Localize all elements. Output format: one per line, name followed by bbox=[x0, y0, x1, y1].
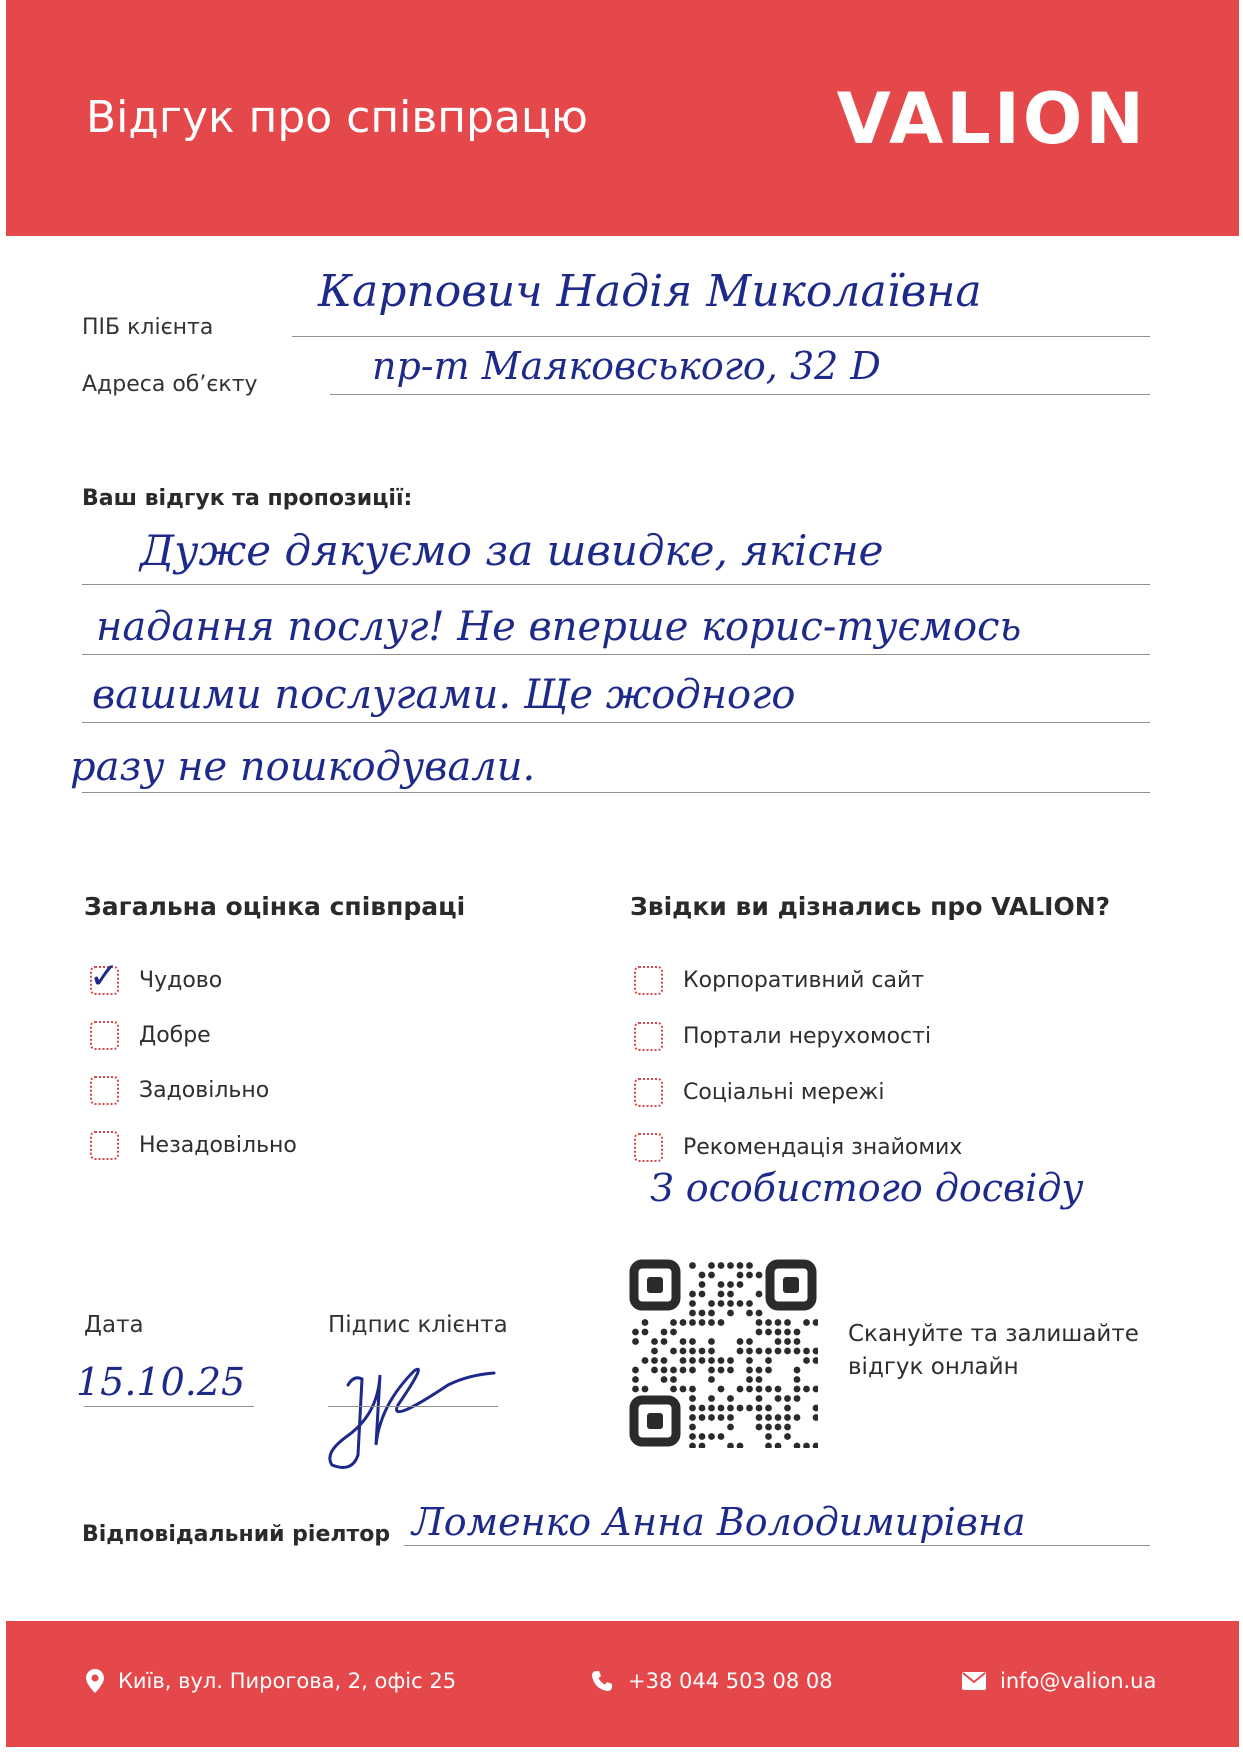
qr-module bbox=[708, 1357, 715, 1364]
qr-module bbox=[689, 1310, 696, 1317]
qr-caption bbox=[848, 1318, 1139, 1384]
feedback-line-1[interactable]: Дуже дякуємо за швидке, якісне bbox=[140, 526, 884, 575]
qr-module bbox=[803, 1348, 810, 1355]
feedback-rule-3 bbox=[82, 722, 1150, 723]
qr-module bbox=[689, 1395, 696, 1402]
qr-module bbox=[718, 1386, 725, 1393]
qr-module bbox=[794, 1386, 801, 1393]
checkbox[interactable] bbox=[90, 1131, 119, 1160]
qr-module bbox=[746, 1310, 753, 1317]
qr-module bbox=[670, 1319, 677, 1326]
qr-module bbox=[813, 1348, 818, 1355]
qr-module bbox=[708, 1272, 715, 1279]
qr-module bbox=[680, 1357, 687, 1364]
qr-module bbox=[689, 1300, 696, 1307]
feedback-rule-4 bbox=[82, 792, 1150, 793]
qr-module bbox=[746, 1348, 753, 1355]
qr-module bbox=[708, 1433, 715, 1440]
qr-module bbox=[718, 1300, 725, 1307]
qr-module bbox=[708, 1414, 715, 1421]
qr-module bbox=[689, 1433, 696, 1440]
footer-email-text: info@valion.ua bbox=[1000, 1669, 1157, 1693]
qr-module bbox=[689, 1357, 696, 1364]
qr-module bbox=[737, 1348, 744, 1355]
qr-module bbox=[784, 1338, 791, 1345]
source-option-label: Соціальні мережі bbox=[683, 1080, 885, 1105]
footer-address[interactable] bbox=[86, 1669, 456, 1693]
qr-module bbox=[727, 1262, 734, 1269]
qr-module bbox=[765, 1357, 772, 1364]
qr-module bbox=[689, 1386, 696, 1393]
qr-module bbox=[708, 1262, 715, 1269]
qr-module bbox=[775, 1348, 782, 1355]
qr-module bbox=[642, 1357, 649, 1364]
qr-module bbox=[680, 1338, 687, 1345]
qr-module bbox=[756, 1405, 763, 1412]
source-option-label: Корпоративний сайт bbox=[683, 968, 925, 993]
qr-module bbox=[794, 1443, 801, 1448]
address-line bbox=[330, 394, 1150, 395]
qr-module bbox=[661, 1357, 668, 1364]
client-name-value[interactable]: Карпович Надія Миколаївна bbox=[318, 266, 982, 317]
qr-module bbox=[680, 1386, 687, 1393]
rating-option-good[interactable] bbox=[90, 1021, 211, 1050]
qr-module bbox=[699, 1291, 706, 1298]
qr-module bbox=[699, 1357, 706, 1364]
qr-module bbox=[718, 1367, 725, 1374]
rating-option-unsatisfactory[interactable] bbox=[90, 1131, 297, 1160]
qr-module bbox=[813, 1443, 818, 1448]
rating-option-label: Чудово bbox=[139, 968, 223, 993]
qr-module bbox=[689, 1414, 696, 1421]
qr-module bbox=[699, 1414, 706, 1421]
qr-module bbox=[813, 1405, 818, 1412]
qr-module bbox=[651, 1338, 658, 1345]
date-value[interactable]: 15.10.25 bbox=[76, 1360, 246, 1404]
qr-module bbox=[784, 1405, 791, 1412]
qr-module bbox=[784, 1329, 791, 1336]
location-pin-icon bbox=[86, 1669, 104, 1693]
rating-option-excellent[interactable] bbox=[89, 956, 223, 997]
feedback-rule-1 bbox=[82, 584, 1150, 585]
feedback-label: Ваш відгук та пропозиції: bbox=[82, 486, 413, 511]
checkbox[interactable] bbox=[634, 1078, 663, 1107]
qr-module bbox=[813, 1414, 818, 1421]
source-option-website[interactable] bbox=[634, 966, 924, 995]
qr-module bbox=[765, 1433, 772, 1440]
qr-module bbox=[794, 1367, 801, 1374]
qr-module bbox=[794, 1376, 801, 1383]
brand-logo: VALION bbox=[836, 78, 1147, 160]
qr-module bbox=[784, 1319, 791, 1326]
qr-module bbox=[689, 1338, 696, 1345]
qr-module bbox=[756, 1310, 763, 1317]
qr-module bbox=[708, 1338, 715, 1345]
qr-module bbox=[727, 1443, 734, 1448]
qr-module bbox=[670, 1386, 677, 1393]
qr-module bbox=[632, 1367, 639, 1374]
qr-module bbox=[756, 1367, 763, 1374]
qr-module bbox=[794, 1414, 801, 1421]
qr-module bbox=[765, 1329, 772, 1336]
qr-module bbox=[756, 1291, 763, 1298]
footer-address-text: Київ, вул. Пирогова, 2, офіс 25 bbox=[118, 1669, 457, 1693]
checkbox[interactable] bbox=[90, 1076, 119, 1105]
qr-module bbox=[727, 1405, 734, 1412]
qr-module bbox=[699, 1281, 706, 1288]
feedback-line-3[interactable]: вашими послугами. Ще жодного bbox=[92, 672, 796, 718]
qr-module bbox=[765, 1443, 772, 1448]
qr-module bbox=[746, 1338, 753, 1345]
qr-module bbox=[746, 1386, 753, 1393]
check-mark-icon: ✓ bbox=[89, 956, 120, 997]
qr-module bbox=[680, 1367, 687, 1374]
qr-module bbox=[689, 1367, 696, 1374]
qr-module bbox=[708, 1405, 715, 1412]
qr-module bbox=[642, 1386, 649, 1393]
qr-module bbox=[813, 1386, 818, 1393]
phone-icon bbox=[590, 1669, 614, 1693]
qr-module bbox=[784, 1424, 791, 1431]
checkbox[interactable] bbox=[634, 1133, 663, 1162]
footer-banner bbox=[6, 1621, 1239, 1747]
qr-caption-line-2: відгук онлайн bbox=[848, 1354, 1019, 1380]
qr-module bbox=[784, 1433, 791, 1440]
signature-label: Підпис клієнта bbox=[328, 1312, 508, 1338]
qr-module bbox=[661, 1367, 668, 1374]
rating-option-label: Добре bbox=[139, 1023, 211, 1048]
qr-module bbox=[651, 1357, 658, 1364]
qr-module bbox=[718, 1262, 725, 1269]
source-option-social[interactable] bbox=[634, 1078, 884, 1107]
qr-module bbox=[651, 1348, 658, 1355]
qr-module bbox=[670, 1329, 677, 1336]
qr-module bbox=[756, 1319, 763, 1326]
qr-module bbox=[632, 1386, 639, 1393]
address-label: Адреса об’єкту bbox=[82, 372, 258, 397]
client-name-label: ПІБ клієнта bbox=[82, 315, 214, 340]
checkbox[interactable] bbox=[634, 966, 663, 995]
qr-module bbox=[756, 1395, 763, 1402]
qr-module bbox=[632, 1338, 639, 1345]
qr-module bbox=[765, 1348, 772, 1355]
footer-phone-text: +38 044 503 08 08 bbox=[628, 1669, 833, 1693]
qr-module bbox=[746, 1262, 753, 1269]
qr-module bbox=[708, 1376, 715, 1383]
qr-module bbox=[775, 1386, 782, 1393]
qr-module bbox=[784, 1348, 791, 1355]
qr-module bbox=[737, 1281, 744, 1288]
realtor-value[interactable]: Ломенко Анна Володимирівна bbox=[412, 1500, 1026, 1544]
qr-module bbox=[746, 1376, 753, 1383]
qr-module bbox=[689, 1291, 696, 1298]
qr-module bbox=[775, 1424, 782, 1431]
checkbox[interactable] bbox=[90, 1021, 119, 1050]
rating-option-label: Незадовільно bbox=[139, 1133, 297, 1158]
source-handwritten-note[interactable]: З особистого досвіду bbox=[650, 1166, 1084, 1210]
qr-module bbox=[737, 1338, 744, 1345]
qr-module bbox=[727, 1424, 734, 1431]
qr-module bbox=[756, 1376, 763, 1383]
qr-module bbox=[746, 1300, 753, 1307]
signature-line bbox=[328, 1406, 498, 1407]
qr-module bbox=[737, 1272, 744, 1279]
qr-module bbox=[737, 1386, 744, 1393]
qr-module bbox=[699, 1272, 706, 1279]
qr-module bbox=[689, 1262, 696, 1269]
qr-module bbox=[794, 1395, 801, 1402]
source-option-portals[interactable] bbox=[634, 1022, 931, 1051]
rating-option-label: Задовільно bbox=[139, 1078, 270, 1103]
qr-module bbox=[765, 1367, 772, 1374]
qr-module bbox=[727, 1414, 734, 1421]
qr-module bbox=[699, 1433, 706, 1440]
qr-module bbox=[794, 1329, 801, 1336]
qr-module bbox=[756, 1414, 763, 1421]
qr-module bbox=[746, 1367, 753, 1374]
qr-module bbox=[632, 1329, 639, 1336]
qr-module bbox=[727, 1357, 734, 1364]
qr-module bbox=[661, 1376, 668, 1383]
source-option-label: Портали нерухомості bbox=[683, 1024, 932, 1049]
feedback-line-2[interactable]: надання послуг! Не вперше корис-туємось bbox=[96, 604, 1022, 650]
checkbox[interactable] bbox=[89, 956, 120, 997]
realtor-label: Відповідальний ріелтор bbox=[82, 1522, 391, 1547]
qr-module bbox=[803, 1443, 810, 1448]
qr-module bbox=[803, 1357, 810, 1364]
qr-module bbox=[689, 1319, 696, 1326]
qr-module bbox=[670, 1376, 677, 1383]
checkbox[interactable] bbox=[634, 1022, 663, 1051]
form-title: Відгук про співпрацю bbox=[86, 92, 588, 143]
source-option-label: Рекомендація знайомих bbox=[683, 1135, 963, 1160]
qr-module bbox=[803, 1319, 810, 1326]
qr-module bbox=[699, 1310, 706, 1317]
qr-module bbox=[784, 1395, 791, 1402]
qr-module bbox=[746, 1405, 753, 1412]
feedback-rule-2 bbox=[82, 654, 1150, 655]
qr-module bbox=[775, 1338, 782, 1345]
realtor-line bbox=[404, 1545, 1150, 1546]
qr-module bbox=[737, 1262, 744, 1269]
qr-module bbox=[727, 1281, 734, 1288]
date-label: Дата bbox=[84, 1312, 144, 1338]
qr-module bbox=[803, 1386, 810, 1393]
footer-email[interactable] bbox=[962, 1669, 1156, 1693]
qr-module bbox=[708, 1348, 715, 1355]
address-value[interactable]: пр-т Маяковського, 32 D bbox=[372, 344, 881, 388]
source-option-referral[interactable] bbox=[634, 1133, 962, 1162]
client-name-line bbox=[292, 336, 1150, 337]
qr-module bbox=[718, 1405, 725, 1412]
rating-option-satisfactory[interactable] bbox=[90, 1076, 269, 1105]
qr-module bbox=[661, 1329, 668, 1336]
qr-module bbox=[661, 1338, 668, 1345]
qr-module bbox=[756, 1386, 763, 1393]
qr-module bbox=[642, 1329, 649, 1336]
qr-module bbox=[794, 1338, 801, 1345]
qr-module bbox=[708, 1367, 715, 1374]
qr-module bbox=[727, 1367, 734, 1374]
qr-module bbox=[794, 1348, 801, 1355]
qr-module bbox=[765, 1386, 772, 1393]
client-signature[interactable] bbox=[318, 1345, 508, 1475]
qr-module bbox=[718, 1291, 725, 1298]
qr-module bbox=[689, 1443, 696, 1448]
qr-module bbox=[699, 1405, 706, 1412]
qr-module bbox=[708, 1395, 715, 1402]
qr-module bbox=[718, 1319, 725, 1326]
qr-module bbox=[765, 1319, 772, 1326]
source-title: Звідки ви дізнались про VALION? bbox=[630, 892, 1111, 921]
qr-module bbox=[756, 1329, 763, 1336]
qr-caption-line-1: Скануйте та залишайте bbox=[848, 1321, 1139, 1347]
header-banner bbox=[6, 0, 1239, 236]
qr-module bbox=[708, 1310, 715, 1317]
rating-title: Загальна оцінка співпраці bbox=[84, 892, 466, 921]
qr-module bbox=[699, 1319, 706, 1326]
qr-module bbox=[813, 1357, 818, 1364]
qr-module bbox=[727, 1395, 734, 1402]
qr-module bbox=[746, 1357, 753, 1364]
qr-module bbox=[775, 1319, 782, 1326]
qr-module bbox=[756, 1348, 763, 1355]
qr-module bbox=[680, 1348, 687, 1355]
feedback-line-4[interactable]: разу не пошкодували. bbox=[70, 744, 536, 790]
qr-module bbox=[689, 1424, 696, 1431]
qr-module bbox=[765, 1405, 772, 1412]
date-line bbox=[84, 1406, 254, 1407]
qr-module bbox=[746, 1272, 753, 1279]
qr-module bbox=[699, 1348, 706, 1355]
qr-module bbox=[718, 1433, 725, 1440]
qr-module bbox=[727, 1300, 734, 1307]
qr-module bbox=[727, 1310, 734, 1317]
qr-module bbox=[756, 1272, 763, 1279]
qr-module bbox=[775, 1414, 782, 1421]
qr-module bbox=[670, 1367, 677, 1374]
qr-module bbox=[756, 1424, 763, 1431]
footer-phone[interactable] bbox=[590, 1669, 833, 1693]
qr-module bbox=[689, 1405, 696, 1412]
qr-module bbox=[765, 1414, 772, 1421]
qr-module bbox=[708, 1300, 715, 1307]
qr-module bbox=[642, 1319, 649, 1326]
qr-module bbox=[680, 1319, 687, 1326]
qr-code[interactable] bbox=[628, 1258, 818, 1448]
qr-module bbox=[718, 1281, 725, 1288]
qr-module bbox=[708, 1319, 715, 1326]
qr-module bbox=[784, 1414, 791, 1421]
qr-module bbox=[775, 1329, 782, 1336]
qr-module bbox=[651, 1367, 658, 1374]
qr-module bbox=[737, 1443, 744, 1448]
qr-module bbox=[737, 1405, 744, 1412]
qr-module bbox=[670, 1348, 677, 1355]
qr-module bbox=[813, 1319, 818, 1326]
qr-module bbox=[718, 1414, 725, 1421]
qr-module bbox=[718, 1357, 725, 1364]
qr-module bbox=[765, 1424, 772, 1431]
qr-module bbox=[632, 1376, 639, 1383]
qr-module bbox=[775, 1443, 782, 1448]
qr-module bbox=[775, 1395, 782, 1402]
mail-icon bbox=[962, 1672, 986, 1690]
qr-module bbox=[699, 1443, 706, 1448]
qr-module bbox=[737, 1300, 744, 1307]
qr-module bbox=[689, 1348, 696, 1355]
qr-module bbox=[727, 1291, 734, 1298]
